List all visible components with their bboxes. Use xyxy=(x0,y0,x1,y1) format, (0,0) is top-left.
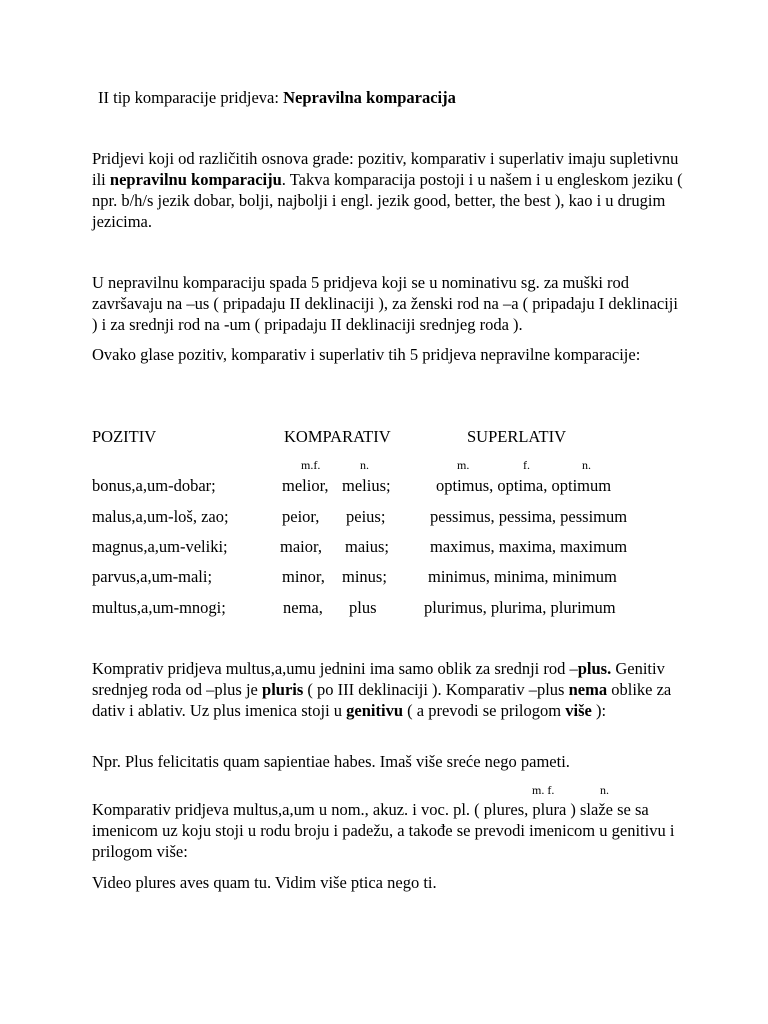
table-row-3-pozitiv: magnus,a,um-veliki; xyxy=(92,537,228,556)
gender-label-komp-n: n. xyxy=(360,458,369,472)
p4-bold-plus: plus. xyxy=(577,659,612,678)
paragraph-3: Ovako glase pozitiv, komparativ i superlativ tih 5 pridjeva nepravilne komparacije: xyxy=(92,345,641,364)
table-row-1-superlativ: optimus, optima, optimum xyxy=(436,476,612,495)
p4-text-i: ( a prevodi se prilogom xyxy=(403,701,566,720)
p4-text-a: Komprativ pridjeva multus,a,umu jednini ima samo oblik za srednji rod – xyxy=(92,659,578,678)
table-row-3-komp-n: maius; xyxy=(345,537,389,556)
p4-bold-nema: nema xyxy=(568,680,608,699)
p1-bold: nepravilnu komparaciju xyxy=(109,170,282,189)
example-sentence-1: Npr. Plus felicitatis quam sapientiae habes. Imaš više sreće nego pameti. xyxy=(92,752,570,771)
table-row-1-komp-mf: melior, xyxy=(282,476,329,495)
p4-text-k: ): xyxy=(591,701,607,720)
p4-text-c: Genitiv srednjeg roda od –plus je xyxy=(92,659,665,699)
gender-label-sup-m: m. xyxy=(457,458,470,472)
table-row-2-komp-mf: peior, xyxy=(282,507,320,526)
paragraph-2: U nepravilnu komparaciju spada 5 pridjeva koji se u nominativu sg. za muški rod završavaju na –us ( pripadaju II deklinaciji ), za ženski rod na –a ( pripadaju I deklinaciji ) i za srednji rod na -um ( pripadaju II deklinaciji srednjeg roda ). xyxy=(92,273,678,334)
table-row-5-komp-mf: nema, xyxy=(283,598,323,617)
gender-label-sup-f: f. xyxy=(523,458,530,472)
p4-bold-vise: više xyxy=(565,701,592,720)
p4-text-g: oblike za dativ i ablativ. Uz plus imenica stoji u xyxy=(92,680,672,720)
gender-label-2-n: n. xyxy=(600,783,609,797)
page-title xyxy=(98,87,456,108)
table-row-2-pozitiv: malus,a,um-loš, zao; xyxy=(92,507,229,526)
header-komparativ: KOMPARATIV xyxy=(284,427,391,446)
header-pozitiv: POZITIV xyxy=(92,427,157,446)
header-superlativ: SUPERLATIV xyxy=(467,427,567,446)
p1-text-c: . Takva komparacija postoji i u našem i u engleskom jeziku ( npr. b/h/s jezik dobar, bolji, najbolji i engl. jezik good, better, the best ), kao i u drugim jezicima. xyxy=(92,170,683,231)
table-row-5-pozitiv: multus,a,um-mnogi; xyxy=(92,598,226,617)
table-row-4-komp-mf: minor, xyxy=(282,567,325,586)
gender-label-2-mf: m. f. xyxy=(532,783,555,797)
table-row-4-pozitiv: parvus,a,um-mali; xyxy=(92,567,213,586)
gender-label-sup-n: n. xyxy=(582,458,591,472)
table-row-5-superlativ: plurimus, plurima, plurimum xyxy=(424,598,616,617)
title-prefix: II tip komparacije pridjeva: xyxy=(98,88,284,107)
table-row-3-komp-mf: maior, xyxy=(280,537,322,556)
table-row-3-superlativ: maximus, maxima, maximum xyxy=(430,537,628,556)
p4-bold-genitivu: genitivu xyxy=(346,701,404,720)
paragraph-4 xyxy=(92,658,672,721)
table-row-4-superlativ: minimus, minima, minimum xyxy=(428,567,617,586)
p1-text-a: Pridjevi koji od različitih osnova grade: pozitiv, komparativ i superlativ imaju supletivnu ili xyxy=(92,149,679,189)
paragraph-5: Komparativ pridjeva multus,a,um u nom., akuz. i voc. pl. ( plures, plura ) slaže se sa imenicom uz koju stoji u rodu broju i padežu, a takođe se prevodi imenicom u genitivu i prilogom više: xyxy=(92,800,675,861)
p4-bold-pluris: pluris xyxy=(262,680,304,699)
table-row-1-pozitiv: bonus,a,um-dobar; xyxy=(92,476,216,495)
table-row-4-komp-n: minus; xyxy=(342,567,387,586)
gender-label-komp-mf: m.f. xyxy=(301,458,321,472)
table-row-5-komp-n: plus xyxy=(349,598,377,617)
table-row-2-komp-n: peius; xyxy=(346,507,386,526)
table-row-1-komp-n: melius; xyxy=(342,476,391,495)
table-row-2-superlativ: pessimus, pessima, pessimum xyxy=(430,507,628,526)
title-bold: Nepravilna komparacija xyxy=(283,88,456,107)
p4-text-e: ( po III deklinaciji ). Komparativ –plus xyxy=(303,680,569,699)
paragraph-1 xyxy=(92,148,692,232)
example-sentence-2: Video plures aves quam tu. Vidim više ptica nego ti. xyxy=(92,873,437,892)
